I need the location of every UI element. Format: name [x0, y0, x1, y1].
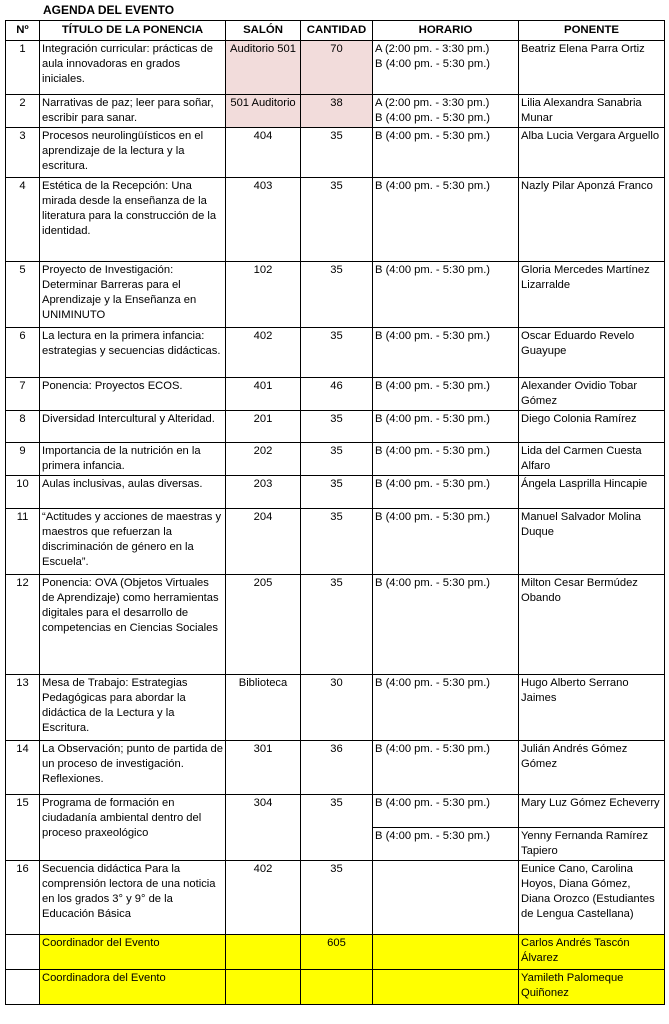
row-ponente: Ángela Lasprilla Hincapie — [519, 476, 665, 509]
header-ponente: PONENTE — [519, 21, 665, 41]
row-title: Ponencia: Proyectos ECOS. — [40, 378, 226, 411]
header-horario: HORARIO — [373, 21, 519, 41]
row-title: Importancia de la nutrición en la primera infancia. — [40, 443, 226, 476]
row-salon: 201 — [226, 411, 301, 443]
row-salon: 204 — [226, 509, 301, 575]
row-horario — [373, 95, 519, 128]
row-horario: B (4:00 pm. - 5:30 pm.) — [373, 443, 519, 476]
coord-num — [6, 970, 40, 1005]
row-title: Narrativas de paz; leer para soñar, escribir para sanar. — [40, 95, 226, 128]
row-num: 5 — [6, 262, 40, 328]
row-title: Mesa de Trabajo: Estrategias Pedagógicas para abordar la didáctica de la Lectura y la Escritura. — [40, 675, 226, 741]
row-cantidad: 36 — [301, 741, 373, 795]
row-title: La lectura en la primera infancia: estrategias y secuencias didácticas. — [40, 328, 226, 378]
row-cantidad: 35 — [301, 509, 373, 575]
row-cantidad: 35 — [301, 411, 373, 443]
row-ponente: Diego Colonia Ramírez — [519, 411, 665, 443]
row-salon: Auditorio 501 — [226, 41, 301, 95]
horario-line: A (2:00 pm. - 3:30 pm.) — [375, 97, 490, 109]
table-row — [6, 509, 665, 575]
coord-salon — [226, 970, 301, 1005]
row-cantidad: 46 — [301, 378, 373, 411]
table-header-row — [6, 21, 665, 41]
row-horario: B (4:00 pm. - 5:30 pm.) — [373, 328, 519, 378]
row-cantidad: 35 — [301, 328, 373, 378]
row-salon: 501 Auditorio — [226, 95, 301, 128]
row-horario — [373, 861, 519, 935]
row-ponente: Beatriz Elena Parra Ortiz — [519, 41, 665, 95]
row-cantidad: 38 — [301, 95, 373, 128]
row-num: 9 — [6, 443, 40, 476]
row-ponente: Lida del Carmen Cuesta Alfaro — [519, 443, 665, 476]
row-num: 12 — [6, 575, 40, 675]
coord-horario — [373, 935, 519, 970]
table-row — [6, 95, 665, 128]
row-ponente: Milton Cesar Bermúdez Obando — [519, 575, 665, 675]
row-salon: 401 — [226, 378, 301, 411]
coord-salon — [226, 935, 301, 970]
row-cantidad: 35 — [301, 575, 373, 675]
row-num: 13 — [6, 675, 40, 741]
row-cantidad: 35 — [301, 861, 373, 935]
coord-name: Yamileth Palomeque Quiñonez — [519, 970, 665, 1005]
row-cantidad: 30 — [301, 675, 373, 741]
row-num: 11 — [6, 509, 40, 575]
row-ponente: Oscar Eduardo Revelo Guayupe — [519, 328, 665, 378]
row-horario: B (4:00 pm. - 5:30 pm.) — [373, 262, 519, 328]
coordinator-row — [6, 970, 665, 1005]
row-ponente: Lilia Alexandra Sanabria Munar — [519, 95, 665, 128]
row-salon: 205 — [226, 575, 301, 675]
row-horario: B (4:00 pm. - 5:30 pm.) — [373, 178, 519, 262]
table-row — [6, 128, 665, 178]
row-num: 16 — [6, 861, 40, 935]
horario-line: A (2:00 pm. - 3:30 pm.) — [375, 43, 490, 55]
table-row — [6, 411, 665, 443]
row-salon: 402 — [226, 328, 301, 378]
row-title: Aulas inclusivas, aulas diversas. — [40, 476, 226, 509]
row-title: Diversidad Intercultural y Alteridad. — [40, 411, 226, 443]
row-salon: 203 — [226, 476, 301, 509]
header-num: Nº — [6, 21, 40, 41]
row-num: 4 — [6, 178, 40, 262]
table-row — [6, 443, 665, 476]
row-title: La Observación; punto de partida de un proceso de investigación. Reflexiones. — [40, 741, 226, 795]
row-salon: 102 — [226, 262, 301, 328]
row-num: 7 — [6, 378, 40, 411]
row-cantidad: 35 — [301, 443, 373, 476]
row-horario: B (4:00 pm. - 5:30 pm.) — [373, 128, 519, 178]
row-ponente: Hugo Alberto Serrano Jaimes — [519, 675, 665, 741]
row-title: Ponencia: OVA (Objetos Virtuales de Aprendizaje) como herramientas digitales para el desarrollo de competencias en Ciencias Sociales — [40, 575, 226, 675]
row-num: 6 — [6, 328, 40, 378]
coord-cantidad — [301, 970, 373, 1005]
coordinator-row — [6, 935, 665, 970]
header-title: TÍTULO DE LA PONENCIA — [40, 21, 226, 41]
row-cantidad: 35 — [301, 178, 373, 262]
row-horario: B (4:00 pm. - 5:30 pm.) — [373, 575, 519, 675]
row-ponente: Manuel Salvador Molina Duque — [519, 509, 665, 575]
row-ponente: Eunice Cano, Carolina Hoyos, Diana Gómez, Diana Orozco (Estudiantes de Lengua Castellana) — [519, 861, 665, 935]
agenda-table — [5, 20, 665, 1005]
table-row — [6, 476, 665, 509]
row-ponente: Alexander Ovidio Tobar Gómez — [519, 378, 665, 411]
table-row — [6, 328, 665, 378]
row-cantidad: 35 — [301, 795, 373, 861]
row-title: Procesos neurolingüísticos en el aprendizaje de la lectura y la escritura. — [40, 128, 226, 178]
row-title: Proyecto de Investigación: Determinar Barreras para el Aprendizaje y la Enseñanza en UNIMINUTO — [40, 262, 226, 328]
row-horario: B (4:00 pm. - 5:30 pm.) — [373, 509, 519, 575]
header-cantidad: CANTIDAD — [301, 21, 373, 41]
table-row — [6, 675, 665, 741]
row-salon: 202 — [226, 443, 301, 476]
header-salon: SALÓN — [226, 21, 301, 41]
horario-line: B (4:00 pm. - 5:30 pm.) — [375, 112, 491, 124]
coord-name: Carlos Andrés Tascón Álvarez — [519, 935, 665, 970]
table-row — [6, 795, 665, 828]
row-horario: B (4:00 pm. - 5:30 pm.) — [373, 741, 519, 795]
table-row — [6, 575, 665, 675]
row-ponente: Mary Luz Gómez Echeverry — [519, 795, 665, 828]
row-title: “Actitudes y acciones de maestras y maestros que refuerzan la discriminación de género en la Escuela”. — [40, 509, 226, 575]
coord-role: Coordinador del Evento — [40, 935, 226, 970]
row-horario: B (4:00 pm. - 5:30 pm.) — [373, 378, 519, 411]
document-title: AGENDA DEL EVENTO — [43, 3, 175, 17]
row-horario: B (4:00 pm. - 5:30 pm.) — [373, 476, 519, 509]
row-horario — [373, 41, 519, 95]
row-horario: B (4:00 pm. - 5:30 pm.) — [373, 828, 519, 861]
row-title: Programa de formación en ciudadanía ambiental dentro del proceso praxeológico — [40, 795, 226, 861]
row-ponente: Nazly Pilar Aponzá Franco — [519, 178, 665, 262]
row-cantidad: 35 — [301, 476, 373, 509]
row-ponente: Julián Andrés Gómez Gómez — [519, 741, 665, 795]
coord-horario — [373, 970, 519, 1005]
row-title: Estética de la Recepción: Una mirada desde la enseñanza de la literatura para la construcción de la identidad. — [40, 178, 226, 262]
row-salon: 402 — [226, 861, 301, 935]
row-ponente: Gloria Mercedes Martínez Lizarralde — [519, 262, 665, 328]
row-salon: 301 — [226, 741, 301, 795]
table-row — [6, 262, 665, 328]
row-num: 10 — [6, 476, 40, 509]
row-salon: 404 — [226, 128, 301, 178]
table-row — [6, 178, 665, 262]
row-cantidad: 35 — [301, 262, 373, 328]
row-cantidad: 35 — [301, 128, 373, 178]
row-horario: B (4:00 pm. - 5:30 pm.) — [373, 795, 519, 828]
row-ponente: Yenny Fernanda Ramírez Tapiero — [519, 828, 665, 861]
row-ponente: Alba Lucia Vergara Arguello — [519, 128, 665, 178]
row-horario: B (4:00 pm. - 5:30 pm.) — [373, 411, 519, 443]
row-horario: B (4:00 pm. - 5:30 pm.) — [373, 675, 519, 741]
row-num: 1 — [6, 41, 40, 95]
coord-cantidad: 605 — [301, 935, 373, 970]
table-row — [6, 41, 665, 95]
row-num: 14 — [6, 741, 40, 795]
row-num: 2 — [6, 95, 40, 128]
table-row — [6, 378, 665, 411]
table-row — [6, 741, 665, 795]
row-title: Integración curricular: prácticas de aula innovadoras en grados iniciales. — [40, 41, 226, 95]
row-num: 8 — [6, 411, 40, 443]
table-row — [6, 861, 665, 935]
row-title: Secuencia didáctica Para la comprensión lectora de una noticia en los grados 3° y 9° de la Educación Básica — [40, 861, 226, 935]
row-num: 3 — [6, 128, 40, 178]
coord-role: Coordinadora del Evento — [40, 970, 226, 1005]
row-salon: 304 — [226, 795, 301, 861]
horario-line: B (4:00 pm. - 5:30 pm.) — [375, 58, 491, 70]
row-cantidad: 70 — [301, 41, 373, 95]
coord-num — [6, 935, 40, 970]
row-salon: Biblioteca — [226, 675, 301, 741]
row-salon: 403 — [226, 178, 301, 262]
row-num: 15 — [6, 795, 40, 861]
